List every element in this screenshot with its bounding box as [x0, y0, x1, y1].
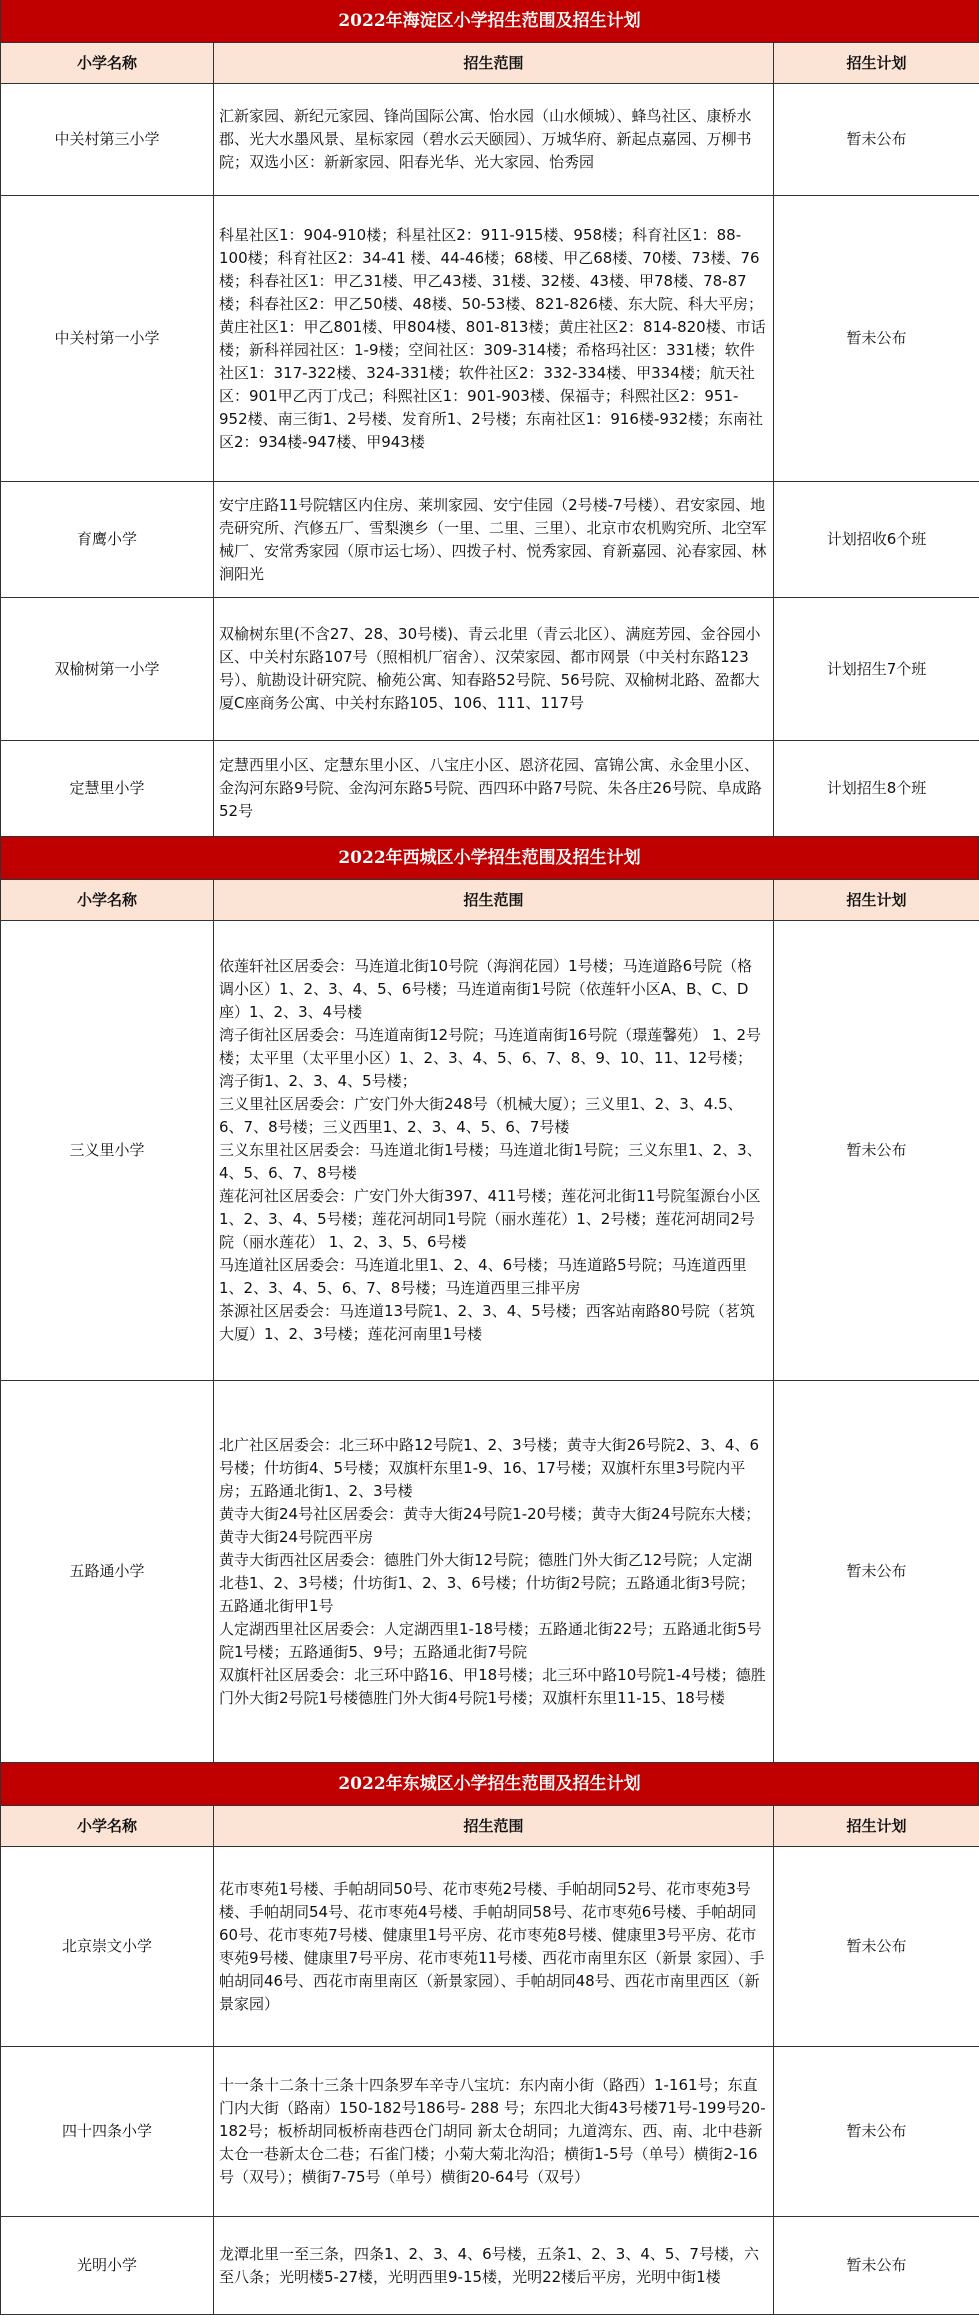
- table-row: [1, 598, 979, 741]
- table-row: [1, 2217, 979, 2315]
- enrollment-scope: 汇新家园、新纪元家园、锋尚国际公寓、怡水园（山水倾城）、蜂鸟社区、康桥水郡、光大水墨风景、星标家园（碧水云天颐园）、万城华府、新起点嘉园、万柳书院；双选小区：新新家园、阳春光华、光大家园、怡秀园: [214, 84, 774, 196]
- header-school: 小学名称: [1, 880, 214, 921]
- header-plan: 招生计划: [774, 880, 979, 921]
- table-dongcheng: [0, 1805, 979, 2315]
- table-header-row: [1, 43, 979, 84]
- table-row: [1, 1847, 979, 2047]
- table-row: [1, 1381, 979, 1763]
- header-scope: 招生范围: [214, 1806, 774, 1847]
- table-row: [1, 196, 979, 482]
- school-name: 北京崇文小学: [1, 1847, 214, 2047]
- school-name: 育鹰小学: [1, 482, 214, 598]
- header-plan: 招生计划: [774, 43, 979, 84]
- header-plan: 招生计划: [774, 1806, 979, 1847]
- header-scope: 招生范围: [214, 43, 774, 84]
- section-title-xicheng: 2022年西城区小学招生范围及招生计划: [0, 837, 979, 879]
- enrollment-plan: 暂未公布: [774, 2047, 979, 2217]
- table-row: [1, 482, 979, 598]
- school-name: 定慧里小学: [1, 741, 214, 837]
- school-name: 四十四条小学: [1, 2047, 214, 2217]
- table-row: [1, 2047, 979, 2217]
- enrollment-plan: 计划招生8个班: [774, 741, 979, 837]
- enrollment-plan: 暂未公布: [774, 921, 979, 1381]
- header-school: 小学名称: [1, 43, 214, 84]
- enrollment-plan: 暂未公布: [774, 84, 979, 196]
- school-name: 中关村第三小学: [1, 84, 214, 196]
- header-scope: 招生范围: [214, 880, 774, 921]
- enrollment-scope: 科星社区1：904-910楼；科星社区2：911-915楼、958楼；科育社区1：88-100楼；科育社区2：34-41 楼、44-46楼；68楼、甲乙68楼、70楼、73楼、76楼；科春社区1：甲乙31楼、甲乙43楼、31楼、32楼、43楼、甲78楼、78-87楼；科春社区2：甲乙50楼、48楼、50-53楼、821-826楼、东大院、科大平房；黄庄社区1：甲乙801楼、甲804楼、801-813楼；黄庄社区2：814-820楼、市话楼；新科祥园社区：1-9楼；空间社区：309-314楼；希格玛社区：331楼；软件社区1：317-322楼、324-331楼；软件社区2：332-334楼、甲334楼；航天社区：901甲乙丙丁戊己；科熙社区1：901-903楼、保福寺；科熙社区2：951-952楼、南三街1、2号楼、发育所1、2号楼；东南社区1：916楼-932楼；东南社区2：934楼-947楼、甲943楼: [214, 196, 774, 482]
- enrollment-scope: 十一条十二条十三条十四条罗车辛寺八宝坑：东内南小街（路西）1-161号；东直门内大街（路南）150-182号186号- 288 号；东四北大街43号楼71号-199号20-182号；板桥胡同板桥南巷西仓门胡同 新太仓胡同；九道湾东、西、南、北中巷新太仓一巷新太仓二巷；石雀门楼；小菊大菊北沟沿；横街1-5号（单号）横街2-16号（双号）；横街7-75号（单号）横街20-64号（双号）: [214, 2047, 774, 2217]
- enrollment-scope: 定慧西里小区、定慧东里小区、八宝庄小区、恩济花园、富锦公寓、永金里小区、金沟河东路9号院、金沟河东路5号院、西四环中路7号院、朱各庄26号院、阜成路52号: [214, 741, 774, 837]
- enrollment-plan: 暂未公布: [774, 196, 979, 482]
- enrollment-plan: 暂未公布: [774, 1847, 979, 2047]
- enrollment-scope: 安宁庄路11号院辖区内住房、莱圳家园、安宁佳园（2号楼-7号楼）、君安家园、地壳研究所、汽修五厂、雪梨澳乡（一里、二里、三里）、北京市农机购究所、北空军械厂、安常秀家园（原市运七场）、四拨子村、悦秀家园、育新嘉园、沁春家园、林涧阳光: [214, 482, 774, 598]
- school-name: 光明小学: [1, 2217, 214, 2315]
- enrollment-plan: 计划招收6个班: [774, 482, 979, 598]
- enrollment-scope: 龙潭北里一至三条，四条1、2、3、4、6号楼，五条1、2、3、4、5、7号楼，六至八条；光明楼5-27楼，光明西里9-15楼，光明22楼后平房，光明中街1楼: [214, 2217, 774, 2315]
- enrollment-plan: 暂未公布: [774, 1381, 979, 1763]
- enrollment-scope: 双榆树东里(不含27、28、30号楼)、青云北里（青云北区）、满庭芳园、金谷园小区、中关村东路107号（照相机厂宿舍）、汉荣家园、都市网景（中关村东路123号）、航勘设计研究院、榆苑公寓、知春路52号院、56号院、双榆树北路、盈都大厦C座商务公寓、中关村东路105、106、111、117号: [214, 598, 774, 741]
- table-row: [1, 84, 979, 196]
- enrollment-plan: 计划招生7个班: [774, 598, 979, 741]
- table-row: [1, 921, 979, 1381]
- header-school: 小学名称: [1, 1806, 214, 1847]
- school-name: 三义里小学: [1, 921, 214, 1381]
- enrollment-plan: 暂未公布: [774, 2217, 979, 2315]
- enrollment-scope: 北广社区居委会：北三环中路12号院1、2、3号楼；黄寺大街26号院2、3、4、6号楼；什坊街4、5号楼；双旗杆东里1-9、16、17号楼；双旗杆东里3号院内平房；五路通北街1、2、3号楼 黄寺大街24号社区居委会：黄寺大街24号院1-20号楼；黄寺大街24号院东大楼；黄寺大街24号院西平房 黄寺大街西社区居委会：德胜门外大街12号院；德胜门外大街乙12号院；人定湖北巷1、2、3号楼；什坊街1、2、3、6号楼；什坊街2号院；五路通北街3号院；五路通北街甲1号 人定湖西里社区居委会：人定湖西里1-18号楼；五路通北街22号；五路通北街5号院1号楼；五路通街5、9号；五路通北街7号院 双旗杆社区居委会：北三环中路16、甲18号楼；北三环中路10号院1-4号楼；德胜门外大街2号院1号楼德胜门外大街4号院1号楼；双旗杆东里11-15、18号楼: [214, 1381, 774, 1763]
- table-xicheng: [0, 879, 979, 1763]
- enrollment-scope: 花市枣苑1号楼、手帕胡同50号、花市枣苑2号楼、手帕胡同52号、花市枣苑3号楼、手帕胡同54号、花市枣苑4号楼、手帕胡同58号、花市枣苑6号楼、手帕胡同60号、花市枣苑7号楼、健康里1号平房、花市枣苑8号楼、健康里3号平房、花市枣苑9号楼、健康里7号平房、花市枣苑11号楼、西花市南里东区（新景 家园）、手帕胡同46号、西花市南里南区（新景家园）、手帕胡同48号、西花市南里西区（新景家园）: [214, 1847, 774, 2047]
- section-title-haidian: 2022年海淀区小学招生范围及招生计划: [0, 0, 979, 42]
- table-header-row: [1, 880, 979, 921]
- table-haidian: [0, 42, 979, 837]
- school-name: 双榆树第一小学: [1, 598, 214, 741]
- section-title-dongcheng: 2022年东城区小学招生范围及招生计划: [0, 1763, 979, 1805]
- table-row: [1, 741, 979, 837]
- enrollment-scope: 依莲轩社区居委会：马连道北街10号院（海润花园）1号楼；马连道路6号院（格调小区）1、2、3、4、5、6号楼；马连道南街1号院（依莲轩小区A、B、C、D座）1、2、3、4号楼 湾子街社区居委会：马连道南街12号院；马连道南街16号院（璟莲馨苑） 1、2号楼；太平里（太平里小区）1、2、3、4、5、6、7、8、9、10、11、12号楼；湾子街1、2、3、4、5号楼； 三义里社区居委会：广安门外大街248号（机械大厦）；三义里1、2、3、4.5、6、7、8号楼；三义西里1、2、3、4、5、6、7号楼 三义东里社区居委会：马连道北街1号楼；马连道北街1号院；三义东里1、2、3、4、5、6、7、8号楼 莲花河社区居委会：广安门外大街397、411号楼；莲花河北街11号院玺源台小区1、2、3、4、5号楼；莲花河胡同1号院（丽水莲花）1、2号楼；莲花河胡同2号院（丽水莲花） 1、2、3、5、6号楼 马连道社区居委会：马连道北里1、2、4、6号楼；马连道路5号院；马连道西里1、2、3、4、5、6、7、8号楼；马连道西里三排平房 茶源社区居委会：马连道13号院1、2、3、4、5号楼；西客站南路80号院（茗筑大厦）1、2、3号楼；莲花河南里1号楼: [214, 921, 774, 1381]
- school-name: 中关村第一小学: [1, 196, 214, 482]
- school-name: 五路通小学: [1, 1381, 214, 1763]
- table-header-row: [1, 1806, 979, 1847]
